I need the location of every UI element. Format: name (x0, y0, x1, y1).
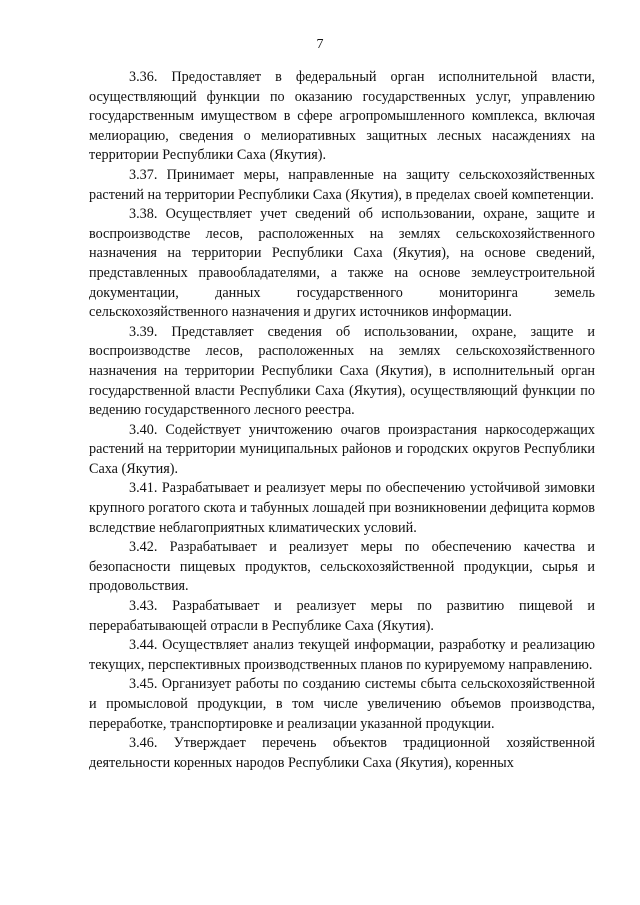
paragraph-3-37: 3.37. Принимает меры, направленные на защиту сельскохозяйственных растений на территории Республики Саха (Якутия), в пределах своей компетенции. (89, 166, 595, 203)
paragraph-3-36: 3.36. Предоставляет в федеральный орган исполнительной власти, осуществляющий функции по оказанию государственных услуг, управлению государственным имуществом в сфере агропромышленного комплекса, включая мелиорацию, сведения о мелиоративных защитных лесных насаждениях на территории Республики Саха (Якутия). (89, 69, 595, 164)
paragraph-3-39: 3.39. Представляет сведения об использовании, охране, защите и воспроизводстве лесов, расположенных на землях сельскохозяйственного назначения на территории Республики Саха (Якутия), в исполнительный орган государственной власти Республики Саха (Якутия), осуществляющий функции по ведению государственного лесного реестра. (89, 323, 595, 419)
paragraph-3-45: 3.45. Организует работы по созданию системы сбыта сельскохозяйственной и промысловой продукции, в том числе увеличению объемов производства, переработке, транспортировке и реализации указанной продукции. (89, 676, 595, 732)
paragraph-3-40: 3.40. Содействует уничтожению очагов произрастания наркосодержащих растений на территории муниципальных районов и городских округов Республики Саха (Якутия). (89, 421, 595, 477)
document-body (89, 68, 595, 773)
paragraph-3-43: 3.43. Разрабатывает и реализует меры по развитию пищевой и перерабатывающей отрасли в Республике Саха (Якутия). (89, 598, 595, 634)
page-number: 7 (316, 37, 324, 52)
paragraph-3-46: 3.46. Утверждает перечень объектов традиционной хозяйственной деятельности коренных народов Республики Саха (Якутия), коренных (89, 735, 595, 771)
paragraph-3-42: 3.42. Разрабатывает и реализует меры по обеспечению качества и безопасности пищевых продуктов, сельскохозяйственной продукции, сырья и продовольствия. (89, 539, 595, 595)
paragraph-3-44: 3.44. Осуществляет анализ текущей информации, разработку и реализацию текущих, перспективных производственных планов по курируемому направлению. (89, 637, 595, 673)
paragraph-3-38: 3.38. Осуществляет учет сведений об использовании, охране, защите и воспроизводстве лесов, расположенных на землях сельскохозяйственного назначения на территории Республики Саха (Якутия), на основе сведений, представленных правообладателями, а также на основе землеустроительной документации, данных государственного мониторинга земель сельскохозяйственного назначения и других источников информации. (89, 206, 595, 321)
paragraph-3-41: 3.41. Разрабатывает и реализует меры по обеспечению устойчивой зимовки крупного рогатого скота и табунных лошадей при возникновении дефицита кормов вследствие неблагоприятных климатических условий. (89, 480, 595, 536)
